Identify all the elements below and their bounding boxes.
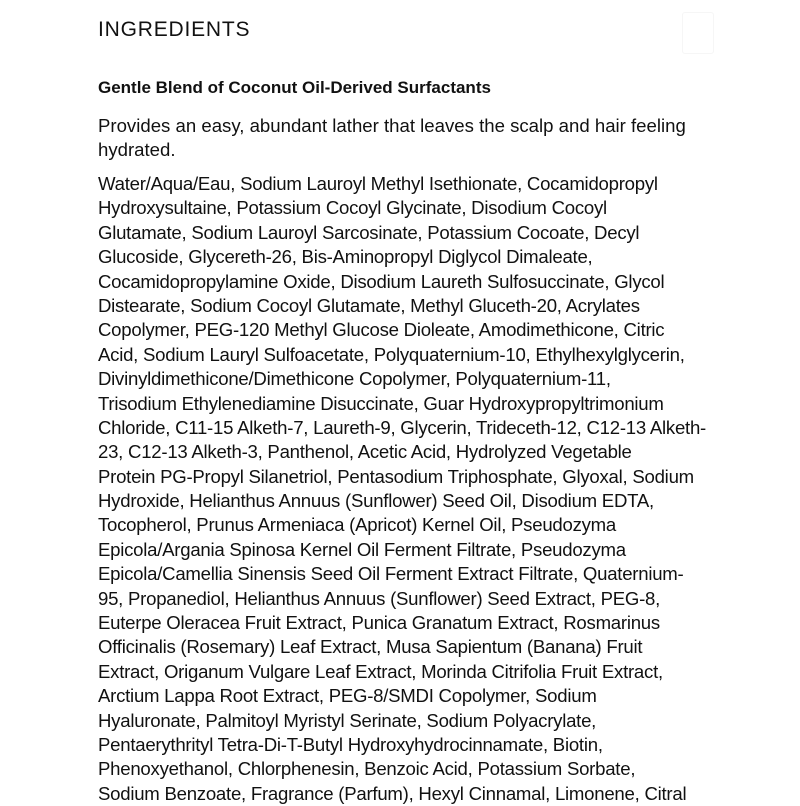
ingredient-line: Hydroxide, Helianthus Annuus (Sunflower) Seed Oil, Disodium EDTA, <box>98 490 654 512</box>
ingredient-line: Extract, Origanum Vulgare Leaf Extract, Morinda Citrifolia Fruit Extract, <box>98 660 663 682</box>
ingredient-line: Glutamate, Sodium Lauroyl Sarcosinate, Potassium Cocoate, Decyl <box>98 221 640 243</box>
ingredient-line: Pentaerythrityl Tetra-Di-T-Butyl Hydroxyhydrocinnamate, Biotin, <box>98 733 603 755</box>
subtitle: Gentle Blend of Coconut Oil-Derived Surfactants <box>98 78 491 97</box>
ingredient-line: 95, Propanediol, Helianthus Annuus (Sunflower) Seed Extract, PEG-8, <box>98 587 661 609</box>
ingredient-line: Euterpe Oleracea Fruit Extract, Punica Granatum Extract, Rosmarinus <box>98 612 660 634</box>
ingredient-line: Distearate, Sodium Cocoyl Glutamate, Methyl Gluceth-20, Acrylates <box>98 294 640 316</box>
description-line: hydrated. <box>98 139 176 161</box>
ingredient-line: Glucoside, Glycereth-26, Bis-Aminopropyl Diglycol Dimaleate, <box>98 246 593 268</box>
ingredient-line: Sodium Benzoate, Fragrance (Parfum), Hexyl Cinnamal, Limonene, Citral <box>98 782 687 804</box>
description <box>98 114 738 163</box>
ingredient-line: Phenoxyethanol, Chlorphenesin, Benzoic Acid, Potassium Sorbate, <box>98 758 636 780</box>
ingredient-line: Officinalis (Rosemary) Leaf Extract, Musa Sapientum (Banana) Fruit <box>98 636 643 658</box>
ingredient-line: Protein PG-Propyl Silanetriol, Pentasodium Triphosphate, Glyoxal, Sodium <box>98 465 694 487</box>
ingredient-line: Copolymer, PEG-120 Methyl Glucose Dioleate, Amodimethicone, Citric <box>98 319 665 341</box>
ingredient-line: Trisodium Ethylenediamine Disuccinate, Guar Hydroxypropyltrimonium <box>98 392 664 414</box>
ingredient-line: 23, C12-13 Alketh-3, Panthenol, Acetic Acid, Hydrolyzed Vegetable <box>98 441 632 463</box>
section-title: INGREDIENTS <box>98 18 251 41</box>
ingredient-line: Divinyldimethicone/Dimethicone Copolymer, Polyquaternium-11, <box>98 368 611 390</box>
ingredient-line: Epicola/Argania Spinosa Kernel Oil Ferment Filtrate, Pseudozyma <box>98 538 626 560</box>
ingredient-line: Hydroxysultaine, Potassium Cocoyl Glycinate, Disodium Cocoyl <box>98 197 607 219</box>
ingredient-line: Cocamidopropylamine Oxide, Disodium Laureth Sulfosuccinate, Glycol <box>98 270 665 292</box>
ingredient-list <box>98 172 706 806</box>
faint-watermark-icon <box>682 12 714 54</box>
ingredient-line: Water/Aqua/Eau, Sodium Lauroyl Methyl Isethionate, Cocamidopropyl <box>98 173 658 194</box>
ingredient-line: Chloride, C11-15 Alketh-7, Laureth-9, Glycerin, Trideceth-12, C12-13 Alketh- <box>98 416 706 438</box>
ingredient-line: Arctium Lappa Root Extract, PEG-8/SMDI Copolymer, Sodium <box>98 685 597 707</box>
description-line: Provides an easy, abundant lather that leaves the scalp and hair feeling <box>98 115 686 136</box>
ingredient-line: Hyaluronate, Palmitoyl Myristyl Serinate, Sodium Polyacrylate, <box>98 709 597 731</box>
ingredient-line: Tocopherol, Prunus Armeniaca (Apricot) Kernel Oil, Pseudozyma <box>98 514 617 536</box>
ingredient-line: Acid, Sodium Lauryl Sulfoacetate, Polyquaternium-10, Ethylhexylglycerin, <box>98 343 685 365</box>
ingredient-line: Epicola/Camellia Sinensis Seed Oil Ferment Extract Filtrate, Quaternium- <box>98 563 684 585</box>
